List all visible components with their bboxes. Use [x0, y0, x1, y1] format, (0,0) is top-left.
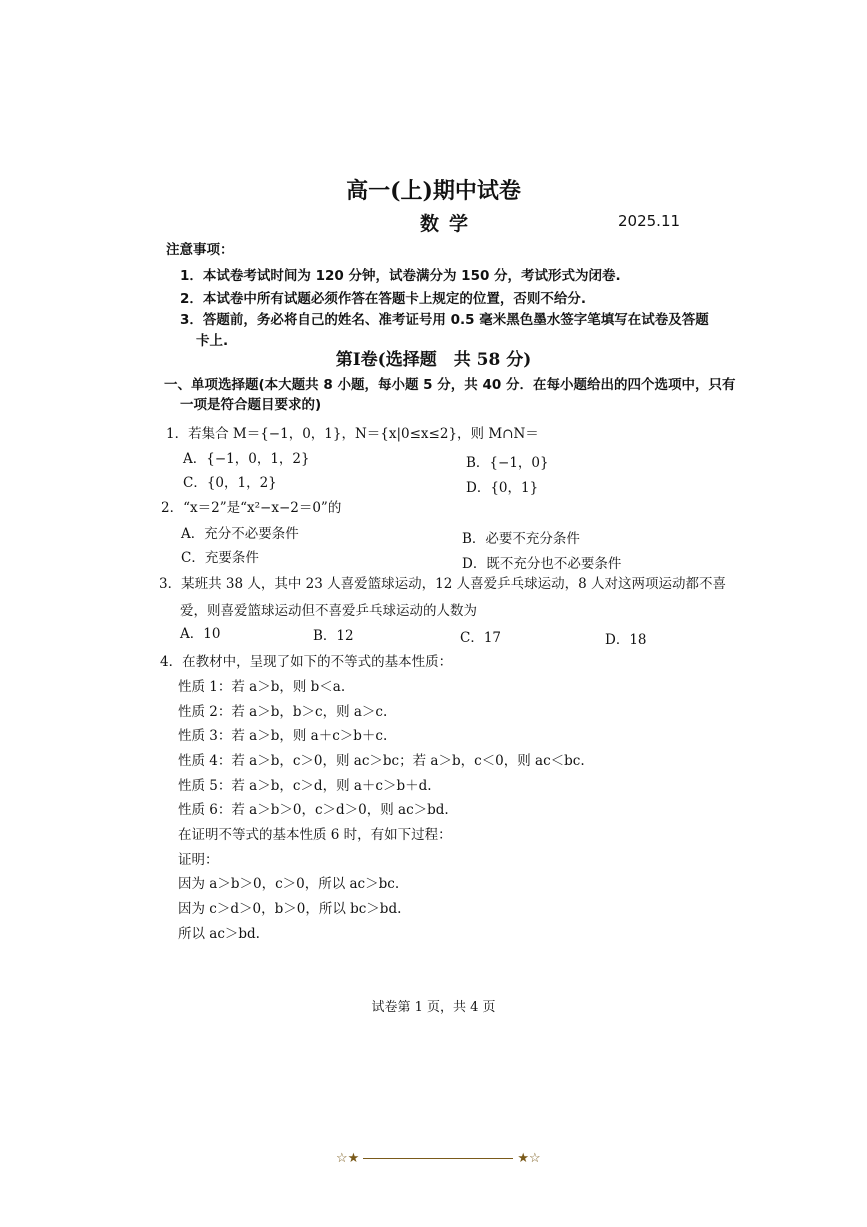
q4-property-3: 性质 3：若 a＞b，则 a＋c＞b＋c.: [178, 728, 388, 744]
q3-option-d: D．18: [605, 632, 647, 648]
q1-option-d: D．{0，1}: [466, 480, 539, 496]
divider: [363, 1158, 513, 1159]
q1-option-a: A．{−1，0，1，2}: [183, 451, 310, 467]
q4-property-4: 性质 4：若 a＞b，c＞0，则 ac＞bc；若 a＞b，c＜0，则 ac＜bc.: [178, 753, 585, 769]
part-heading-line1: 一、单项选择题(本大题共 8 小题，每小题 5 分，共 40 分．在每小题给出的四个选项中，只有: [164, 377, 736, 393]
q4-proof-conclusion: 所以 ac＞bd.: [178, 926, 260, 942]
notice-item-1: 1．本试卷考试时间为 120 分钟，试卷满分为 150 分，考试形式为闭卷.: [180, 268, 621, 284]
exam-date: 2025.11: [618, 212, 681, 230]
q2-option-c: C．充要条件: [181, 550, 259, 566]
q4-proof-label: 证明：: [178, 852, 219, 868]
q4-proof-step-1: 因为 a＞b＞0，c＞0，所以 ac＞bc.: [178, 876, 400, 892]
q4-property-5: 性质 5：若 a＞b，c＞d，则 a＋c＞b＋d.: [178, 778, 432, 794]
star-icon: ★☆: [517, 1151, 541, 1166]
q2-option-a: A．充分不必要条件: [181, 526, 299, 542]
notice-item-2: 2．本试卷中所有试题必须作答在答题卡上规定的位置，否则不给分.: [180, 291, 587, 307]
q1-stem: 1．若集合 M＝{−1，0，1}，N＝{x|0≤x≤2}，则 M∩N＝: [166, 426, 539, 442]
q4-stem: 4．在教材中，呈现了如下的不等式的基本性质：: [160, 654, 453, 670]
q2-option-d: D．既不充分也不必要条件: [462, 556, 622, 572]
q4-proof-step-2: 因为 c＞d＞0，b＞0，所以 bc＞bd.: [178, 901, 402, 917]
q3-stem-line1: 3．某班共 38 人，其中 23 人喜爱篮球运动，12 人喜爱乒乓球运动，8 人对这两项运动都不喜: [159, 576, 726, 592]
q4-proof-intro: 在证明不等式的基本性质 6 时，有如下过程：: [178, 827, 452, 843]
subject-label: 数学: [420, 213, 479, 235]
q1-option-c: C．{0，1，2}: [183, 475, 277, 491]
q4-property-2: 性质 2：若 a＞b，b＞c，则 a＞c.: [178, 704, 388, 720]
footer-decoration: [336, 1151, 541, 1166]
notice-item-3: 3．答题前，务必将自己的姓名、准考证号用 0.5 毫米黑色墨水签字笔填写在试卷及答题: [180, 312, 709, 328]
part-heading-line2: 一项是符合题目要求的): [180, 397, 322, 413]
section-title: 第Ⅰ卷(选择题 共 58 分): [335, 350, 532, 370]
q3-option-a: A．10: [180, 626, 221, 642]
star-icon: ☆★: [336, 1151, 360, 1166]
q1-option-b: B．{−1，0}: [466, 455, 549, 471]
notice-item-3-cont: 卡上.: [196, 333, 229, 349]
q3-option-b: B．12: [313, 628, 354, 644]
q2-option-b: B．必要不充分条件: [462, 531, 580, 547]
q3-option-c: C．17: [460, 630, 502, 646]
q4-property-1: 性质 1：若 a＞b，则 b＜a.: [178, 679, 346, 695]
exam-title: 高一(上)期中试卷: [346, 178, 521, 204]
q3-stem-line2: 爱，则喜爱篮球运动但不喜爱乒乓球运动的人数为: [180, 603, 477, 619]
notice-heading: 注意事项：: [166, 242, 234, 258]
q4-property-6: 性质 6：若 a＞b＞0，c＞d＞0，则 ac＞bd.: [178, 802, 449, 818]
page-number: 试卷第 1 页，共 4 页: [371, 1000, 496, 1015]
q2-stem: 2．“x＝2”是“x²−x−2＝0”的: [161, 500, 342, 516]
